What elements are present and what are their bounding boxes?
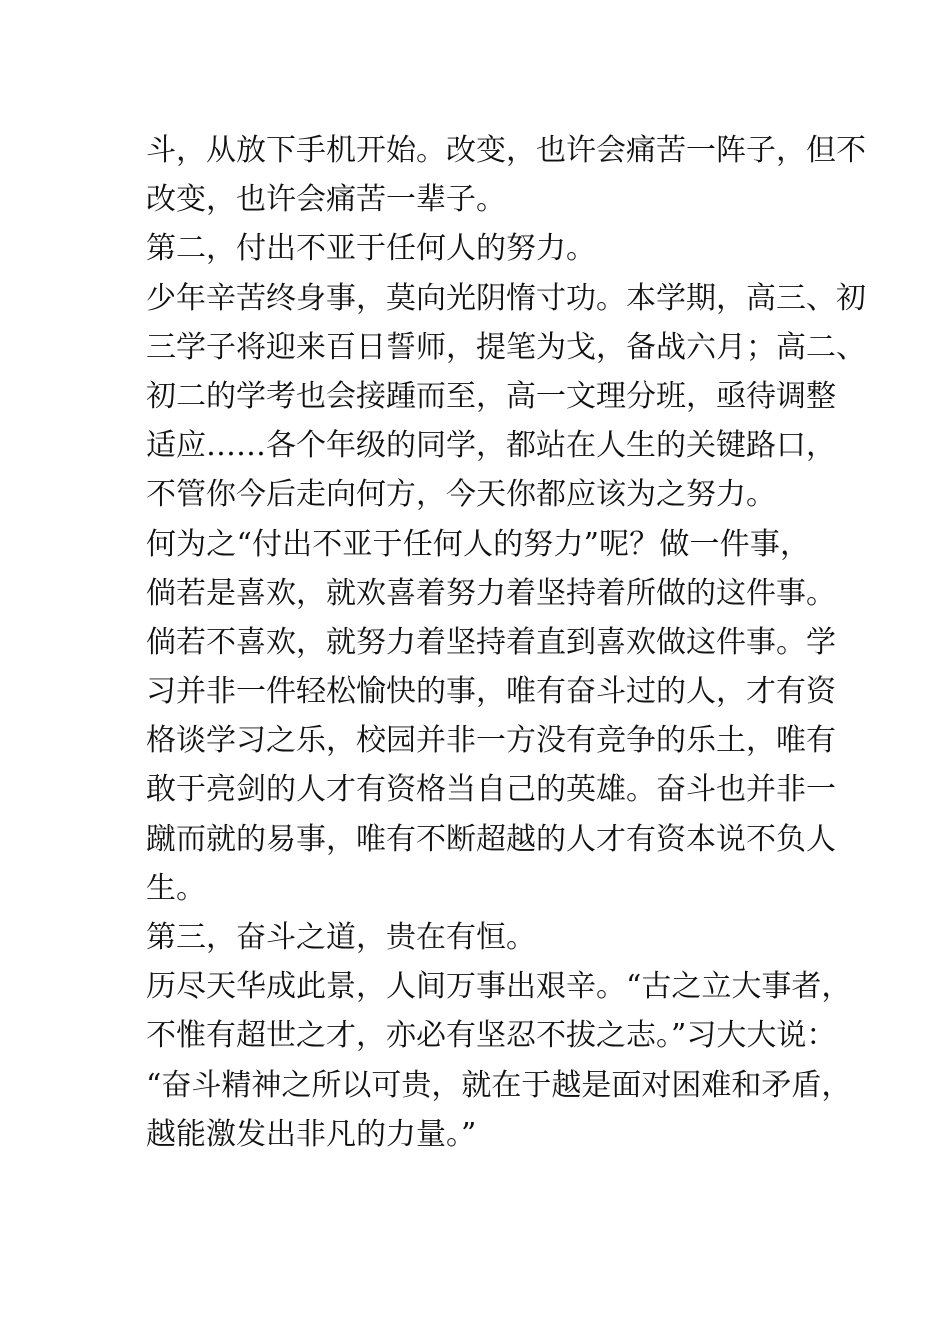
text-line: 适应……各个年级的同学，都站在人生的关键路口，: [146, 428, 836, 464]
text-line: 斗，从放下手机开始。改变，也许会痛苦一阵子，但不: [146, 133, 866, 168]
text-line: 何为之“付出不亚于任何人的努力”呢？做一件事，: [146, 526, 810, 562]
text-line: 格谈学习之乐，校园并非一方没有竞争的乐土，唯有: [146, 723, 836, 759]
text-line: 三学子将迎来百日誓师，提笔为戈，备战六月；高二、: [146, 329, 866, 365]
section-heading: 第二，付出不亚于任何人的努力。: [146, 231, 596, 267]
text-line: 改变，也许会痛苦一辈子。: [146, 182, 506, 218]
text-line: 不惟有超世之才，亦必有坚忍不拔之志。”习大大说：: [146, 1018, 837, 1054]
text-line: 生。: [146, 870, 206, 906]
document-body: [146, 126, 866, 1159]
text-line: 习并非一件轻松愉快的事，唯有奋斗过的人，才有资: [146, 674, 836, 710]
section-heading: 第三，奋斗之道，贵在有恒。: [146, 920, 536, 955]
text-line: 初二的学考也会接踵而至，高一文理分班，亟待调整: [146, 378, 836, 414]
text-line: 倘若是喜欢，就欢喜着努力着坚持着所做的这件事。: [146, 575, 836, 611]
text-line: 倘若不喜欢，就努力着坚持着直到喜欢做这件事。学: [146, 624, 836, 660]
text-line: “奋斗精神之所以可贵，就在于越是面对困难和矛盾，: [146, 1067, 852, 1103]
text-line: 敢于亮剑的人才有资格当自己的英雄。奋斗也并非一: [146, 772, 836, 808]
text-line: 少年辛苦终身事，莫向光阴惰寸功。本学期，高三、初: [146, 280, 866, 316]
text-line: 蹴而就的易事，唯有不断超越的人才有资本说不负人: [146, 821, 836, 857]
text-line: 越能激发出非凡的力量。”: [146, 1116, 477, 1152]
text-line: 历尽天华成此景，人间万事出艰辛。“古之立大事者，: [146, 969, 852, 1005]
text-line: 不管你今后走向何方，今天你都应该为之努力。: [146, 477, 776, 513]
